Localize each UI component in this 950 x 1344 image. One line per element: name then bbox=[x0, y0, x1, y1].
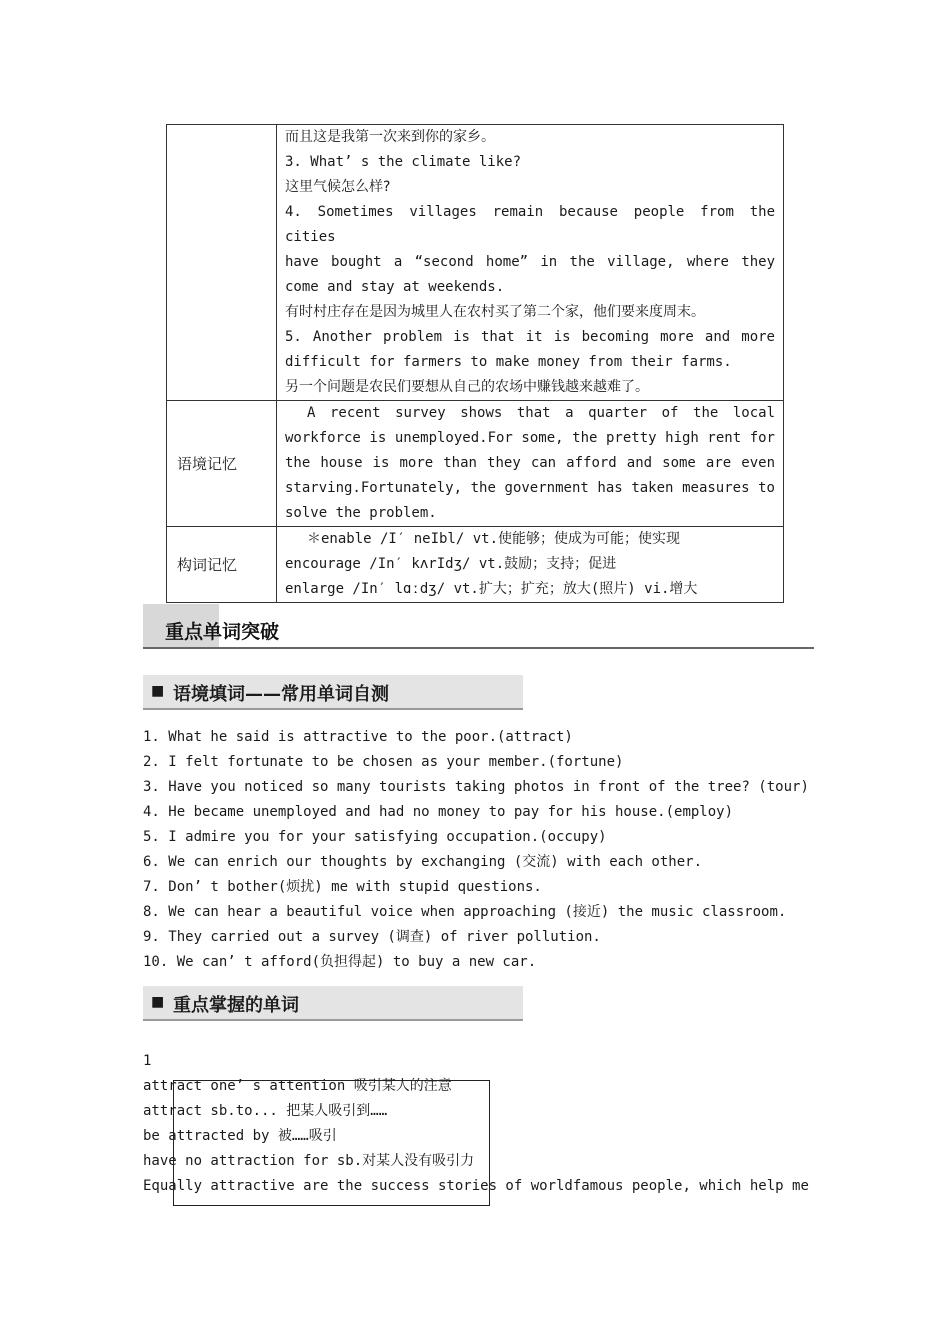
content-line: starving.Fortunately, the government has taken measures to bbox=[285, 480, 775, 496]
square-bullet-icon: ■ bbox=[151, 994, 165, 1010]
content-line: 而且这是我第一次来到你的家乡。 bbox=[285, 129, 495, 145]
row-content bbox=[277, 125, 784, 401]
list-item: 10. We can’ t afford(负担得起) to buy a new car. bbox=[143, 954, 537, 970]
content-line: difficult for farmers to make money from their farms. bbox=[285, 354, 732, 370]
content-line: solve the problem. bbox=[285, 505, 437, 521]
list-item: 8. We can hear a beautiful voice when approaching (接近) the music classroom. bbox=[143, 904, 787, 920]
content-line: ＊enable /I′ neIbl/ vt.使能够；使成为可能；使实现 bbox=[307, 531, 681, 547]
square-bullet-icon: ■ bbox=[151, 683, 165, 699]
table-row bbox=[167, 125, 784, 401]
list-item: have no attraction for sb.对某人没有吸引力 bbox=[143, 1153, 475, 1169]
list-item: 6. We can enrich our thoughts by exchanging (交流) with each other. bbox=[143, 854, 703, 870]
content-line: the house is more than they can afford and some are even bbox=[285, 455, 775, 471]
section-rule bbox=[143, 647, 814, 649]
content-line: A recent survey shows that a quarter of the local bbox=[307, 405, 775, 421]
content-line: 另一个问题是农民们要想从自己的农场中赚钱越来越难了。 bbox=[285, 379, 649, 395]
subheader-title: 重点掌握的单词 bbox=[173, 995, 299, 1016]
list-item: 9. They carried out a survey (调查) of river pollution. bbox=[143, 929, 601, 945]
table-row bbox=[167, 401, 784, 527]
overlay-frame bbox=[173, 1080, 490, 1206]
content-line: workforce is unemployed.For some, the pretty high rent for bbox=[285, 430, 775, 446]
content-line: 4. Sometimes villages remain because people from the cities bbox=[285, 204, 775, 245]
list-item: be attracted by 被……吸引 bbox=[143, 1128, 337, 1144]
row-content bbox=[277, 527, 784, 603]
content-line: 5. Another problem is that it is becoming more and more bbox=[285, 329, 775, 345]
content-line: 3. What’ s the climate like? bbox=[285, 154, 522, 170]
subheader-key-words bbox=[143, 986, 523, 1021]
list-item: attract one’ s attention 吸引某人的注意 bbox=[143, 1078, 452, 1094]
list-item: 2. I felt fortunate to be chosen as your member.(fortune) bbox=[143, 754, 624, 770]
list-item: 3. Have you noticed so many tourists taking photos in front of the tree? (tour) bbox=[143, 779, 809, 795]
list-item: 1 bbox=[143, 1053, 152, 1069]
section-header bbox=[143, 604, 814, 650]
list-item: 1. What he said is attractive to the poor.(attract) bbox=[143, 729, 573, 745]
content-line: come and stay at weekends. bbox=[285, 279, 505, 295]
subheader-title: 语境填词——常用单词自测 bbox=[173, 684, 389, 705]
list-item: 7. Don’ t bother(烦扰) me with stupid questions. bbox=[143, 879, 542, 895]
subheader-fill-in bbox=[143, 675, 523, 710]
row-content bbox=[277, 401, 784, 527]
content-line: have bought a “second home” in the village, where they bbox=[285, 254, 775, 270]
exercise-list bbox=[143, 725, 809, 975]
list-item: 5. I admire you for your satisfying occupation.(occupy) bbox=[143, 829, 607, 845]
row-label bbox=[167, 125, 277, 401]
list-item: Equally attractive are the success stories of worldfamous people, which help me bbox=[143, 1178, 809, 1194]
list-item: attract sb.to... 把某人吸引到…… bbox=[143, 1103, 388, 1119]
list-item: 4. He became unemployed and had no money to pay for his house.(employ) bbox=[143, 804, 734, 820]
content-line: 这里气候怎么样? bbox=[285, 179, 391, 195]
row-label: 构词记忆 bbox=[167, 527, 277, 603]
section-title: 重点单词突破 bbox=[165, 621, 280, 643]
content-line: 有时村庄存在是因为城里人在农村买了第二个家，他们要来度周末。 bbox=[285, 304, 705, 320]
row-label: 语境记忆 bbox=[167, 401, 277, 527]
content-line: encourage /In′ kʌrIdʒ/ vt.鼓励；支持；促进 bbox=[285, 556, 617, 572]
table-row bbox=[167, 527, 784, 603]
vocab-table bbox=[166, 124, 784, 603]
content-line: enlarge /In′ lɑːdʒ/ vt.扩大；扩充；放大(照片) vi.增大 bbox=[285, 581, 698, 597]
